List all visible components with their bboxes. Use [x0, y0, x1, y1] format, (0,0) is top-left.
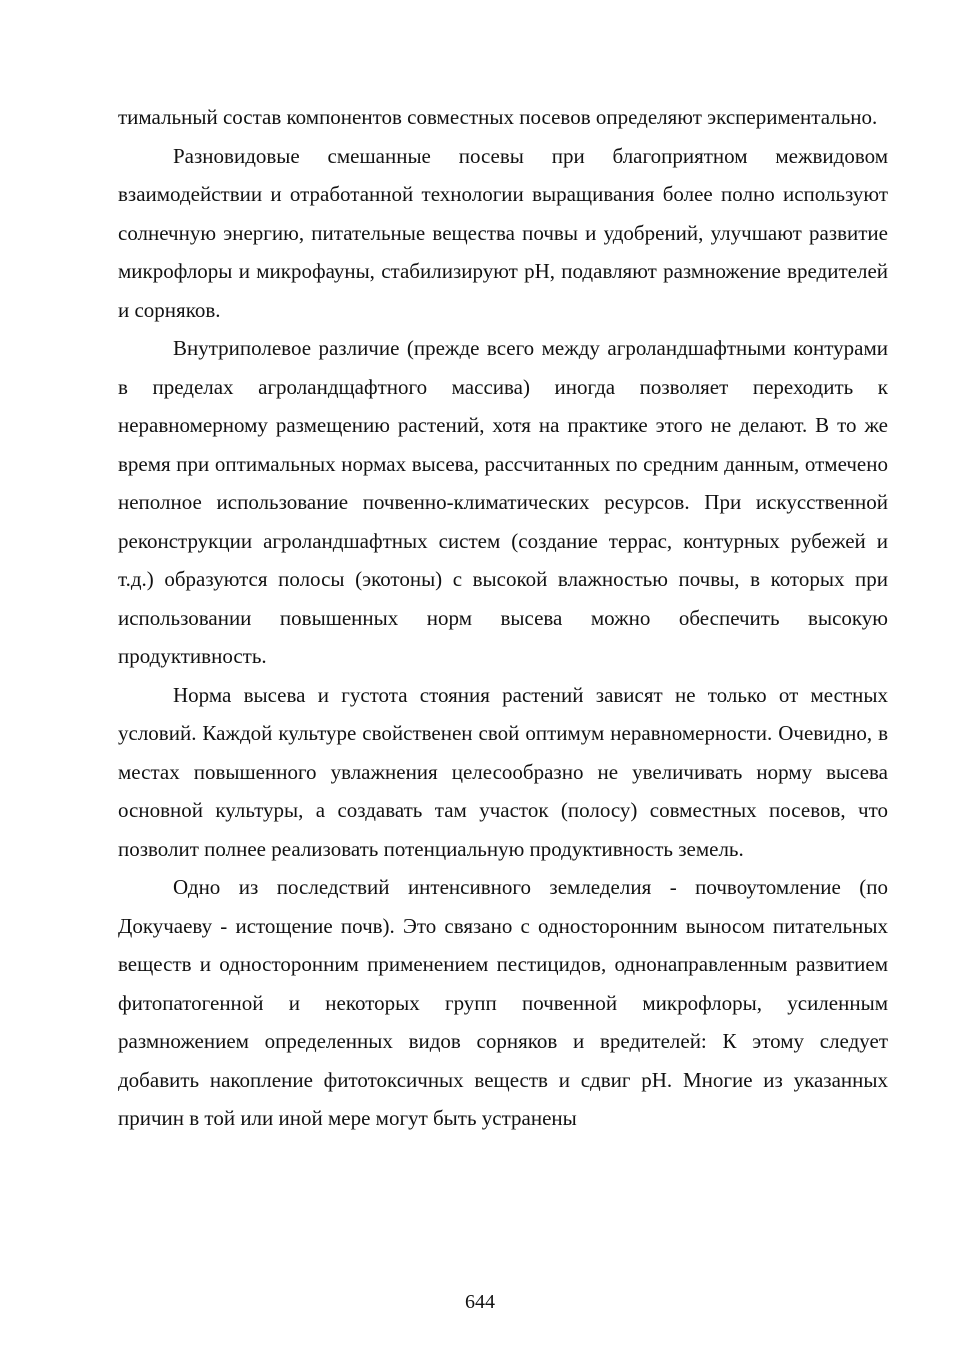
text-body	[118, 98, 888, 1138]
paragraph-continuation: тимальный состав компонентов совместных посевов определяют экспериментально.	[118, 105, 878, 129]
paragraph-seeding-rate: Норма высева и густота стояния растений зависят не только от местных условий. Каждой культуре свойственен свой оптимум неравномерности. Очевидно, в местах повышенного увлажнения целесообразно не увеличивать норму высева основной культуры, а создавать там участок (полосу) совместных посевов, что позволит полнее реализовать потенциальную продуктивность земель.	[118, 682, 888, 861]
paragraph-mixed-crops: Разновидовые смешанные посевы при благоприятном межвидовом взаимодействии и отработанной технологии выращивания более полно используют солнечную энергию, питательные вещества почвы и удобрений, улучшают развитие микрофлоры и микрофауны, стабилизируют pH, подавляют размножение вредителей и сорняков.	[118, 143, 888, 322]
paragraph-in-field-differences: Внутриполевое различие (прежде всего между агроландшафтными контурами в пределах агроландщафтного массива) иногда позволяет переходить к неравномерному размещению растений, хотя на практике этого не делают. В то же время при оптимальных нормах высева, рассчитанных по средним данным, отмечено неполное использование почвенно-климатических ресурсов. При искусственной реконструкции агроландшафтных систем (создание террас, контурных рубежей и т.д.) образуются полосы (экотоны) с высокой влажностью почвы, в которых при использовании повышенных норм высева можно обеспечить высокую продуктивность.	[118, 336, 888, 668]
paragraph-soil-fatigue: Одно из последствий интенсивного земледелия - почвоутомление (по Докучаеву - истощение почв). Это связано с односторонним выносом питательных веществ и односторонним применением пестицидов, однонаправленным развитием фитопатогенной и некоторых групп почвенной микрофлоры, усиленным размножением определенных видов сорняков и вредителей: К этому следует добавить накопление фитотоксичных веществ и сдвиг pH. Многие из указанных причин в той или иной мере могут быть устранены	[118, 875, 888, 1130]
page-number: 644	[465, 1291, 495, 1313]
